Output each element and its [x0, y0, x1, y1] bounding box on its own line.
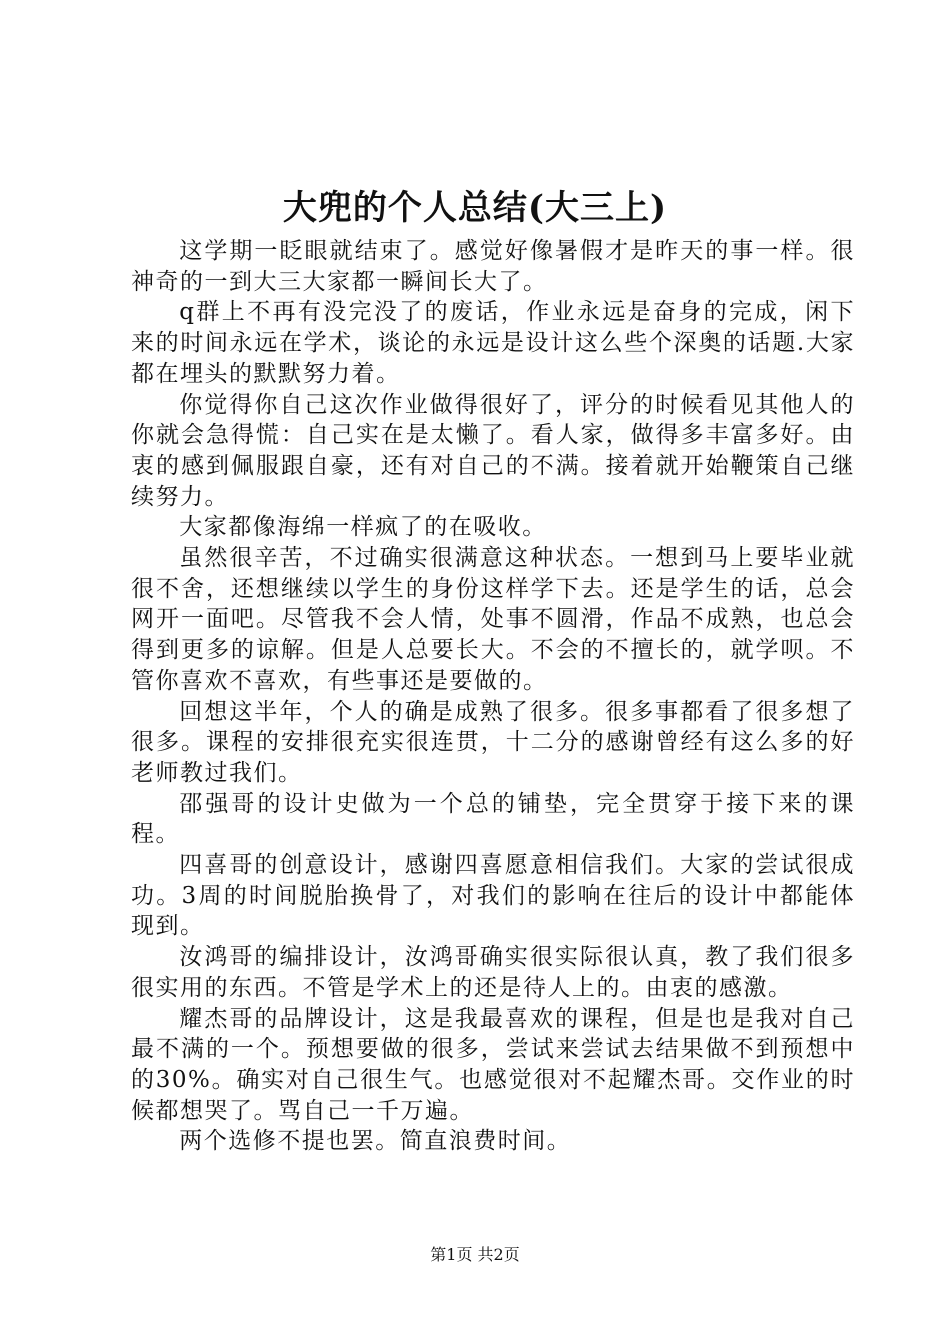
- paragraph: 耀杰哥的品牌设计，这是我最喜欢的课程，但是也是我对自己最不满的一个。预想要做的很多，尝试来尝试去结果做不到预想中的30%。确实对自己很生气。也感觉很对不起耀杰哥。交作业的时候都想哭了。骂自己一千万遍。: [131, 1005, 855, 1124]
- paragraph: 回想这半年，个人的确是成熟了很多。很多事都看了很多想了很多。课程的安排很充实很连贯，十二分的感谢曾经有这么多的好老师教过我们。: [131, 698, 855, 786]
- paragraph: 两个选修不提也罢。简直浪费时间。: [179, 1128, 572, 1155]
- paragraph: 邵强哥的设计史做为一个总的铺垫，完全贯穿于接下来的课程。: [131, 790, 855, 848]
- document-title: 大兜的个人总结(大三上): [282, 188, 668, 228]
- paragraph: 虽然很辛苦，不过确实很满意这种状态。一想到马上要毕业就很不舍，还想继续以学生的身份这样学下去。还是学生的话，总会网开一面吧。尽管我不会人情，处事不圆滑，作品不成熟，也总会得到更多的谅解。但是人总要长大。不会的不擅长的，就学呗。不管你喜欢不喜欢，有些事还是要做的。: [131, 545, 855, 694]
- paragraph: 这学期一眨眼就结束了。感觉好像暑假才是昨天的事一样。很神奇的一到大三大家都一瞬间长大了。: [131, 238, 855, 295]
- paragraph: 大家都像海绵一样疯了的在吸收。: [179, 514, 547, 541]
- paragraph: 你觉得你自己这次作业做得很好了，评分的时候看见其他人的你就会急得慌：自己实在是太懒了。看人家，做得多丰富多好。由衷的感到佩服跟自豪，还有对自己的不满。接着就开始鞭策自己继续努力。: [131, 391, 855, 510]
- page-number-footer: 第1页 共2页: [430, 1245, 520, 1264]
- document-body: [131, 236, 855, 1157]
- paragraph: q群上不再有没完没了的废话，作业永远是奋身的完成，闲下来的时间永远在学术，谈论的永远是设计这么些个深奥的话题.大家都在埋头的默默努力着。: [131, 299, 855, 387]
- paragraph: 四喜哥的创意设计，感谢四喜愿意相信我们。大家的尝试很成功。3周的时间脱胎换骨了，对我们的影响在往后的设计中都能体现到。: [131, 852, 855, 940]
- paragraph: 汝鸿哥的编排设计，汝鸿哥确实很实际很认真，教了我们很多很实用的东西。不管是学术上的还是待人上的。由衷的感激。: [131, 944, 855, 1001]
